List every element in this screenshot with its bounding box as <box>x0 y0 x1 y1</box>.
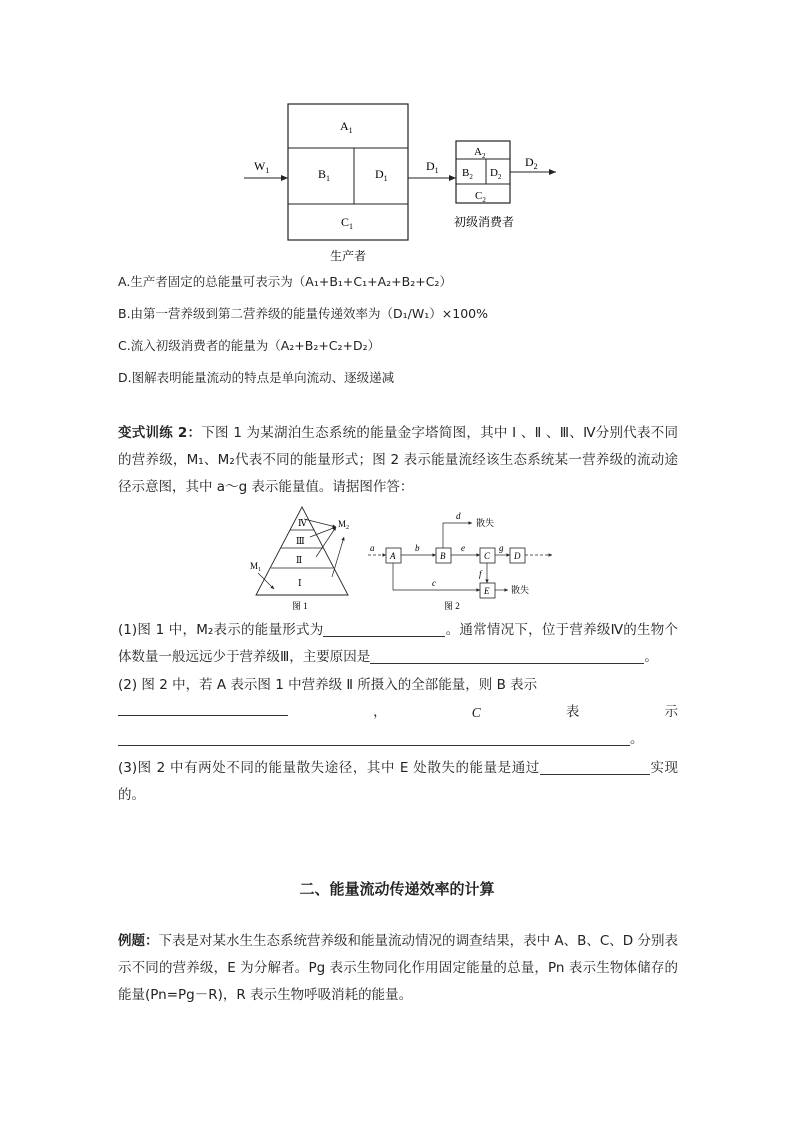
option-c: C.流入初级消费者的能量为（A₂+B₂+C₂+D₂） <box>118 338 381 353</box>
svg-text:a: a <box>370 543 375 553</box>
answer-blank-5[interactable] <box>540 758 650 775</box>
svg-text:b: b <box>415 543 420 553</box>
option-a: A.生产者固定的总能量可表示为（A₁+B₁+C₁+A₂+B₂+C₂） <box>118 274 452 289</box>
level-1: Ⅰ <box>298 578 302 588</box>
svg-text:d: d <box>456 511 461 521</box>
answer-blank-3[interactable] <box>118 699 288 716</box>
svg-text:B: B <box>440 551 446 561</box>
b2-label: $B_2$ <box>462 167 473 181</box>
svg-text:g: g <box>499 543 504 553</box>
d1-arrow-label: $D_1$ <box>426 159 439 175</box>
level-2: Ⅱ <box>296 555 303 565</box>
w1-label: $W_1$ <box>254 159 270 175</box>
question-1: (1)图 1 中，M₂表示的能量形式为 。通常情况下，位于营养级Ⅳ的生物个体数量一般远远少于营养级Ⅲ，主要原因是 。 <box>118 622 678 665</box>
answer-blank-1[interactable] <box>323 620 445 637</box>
example-label: 例题： <box>118 933 159 949</box>
svg-text:D: D <box>514 551 521 561</box>
pyramid-and-flow-diagram <box>246 505 558 615</box>
question-2: (2) 图 2 中，若 A 表示图 1 中营养级 Ⅱ 所摄入的全部能量，则 B 表示 ， C 表 示 。 <box>118 677 678 747</box>
c1-label: $C_1$ <box>341 215 354 231</box>
option-b: B.由第一营养级到第二营养级的能量传递效率为（D₁/W₁）×100% <box>118 306 488 321</box>
svg-text:E: E <box>484 586 490 596</box>
svg-text:f: f <box>479 569 482 579</box>
consumer-label: 初级消费者 <box>453 215 515 229</box>
d1-label: $D_1$ <box>375 167 388 183</box>
m2-label: $M_2$ <box>338 519 350 531</box>
energy-flow-diagram <box>238 96 568 266</box>
d2-label: $D_2$ <box>490 167 502 181</box>
answer-blank-4[interactable] <box>118 729 630 746</box>
level-4: Ⅳ <box>298 518 307 528</box>
question-2-line2: ， C 表 示 <box>118 699 678 726</box>
arrow-d <box>443 523 472 548</box>
fig1-label: 图 1 <box>292 601 308 611</box>
d2-arrow-label: $D_2$ <box>525 155 538 171</box>
answer-blank-2[interactable] <box>370 647 644 664</box>
example-text: 下表是对某水生生态系统营养级和能量流动情况的调查结果，表中 A、B、C、D 分别表示不同的营养级，E 为分解者。Pg 表示生物同化作用固定能量的总量，Pn 表示生物体储存的能量(Pn=Pg－R)，R 表示生物呼吸消耗的能量。 <box>118 933 679 1003</box>
variant-text: 下图 1 为某湖泊生态系统的能量金字塔简图，其中 Ⅰ 、Ⅱ 、Ⅲ、Ⅳ分别代表不同的营养级，M₁、M₂代表不同的能量形式；图 2 表示能量流经该生态系统某一营养级的流动途径示意图，其中 a～g 表示能量值。请据图作答： <box>118 425 679 495</box>
section-title: 二、能量流动传递效率的计算 <box>299 880 495 898</box>
svg-text:C: C <box>484 551 491 561</box>
svg-text:A: A <box>390 551 396 561</box>
question-3: (3)图 2 中有两处不同的能量散失途径，其中 E 处散失的能量是通过 实现的。 <box>118 760 679 803</box>
c2-label: $C_2$ <box>475 190 486 204</box>
m1-label: $M_1$ <box>250 561 262 573</box>
loss-2: 散失 <box>511 585 530 595</box>
option-d: D.图解表明能量流动的特点是单向流动、逐级递减 <box>118 370 395 385</box>
variant-paragraph <box>118 420 678 501</box>
level-3: Ⅲ <box>296 536 305 546</box>
loss-1: 散失 <box>476 518 495 528</box>
svg-text:c: c <box>432 578 436 588</box>
a1-label: $A_1$ <box>340 119 353 135</box>
producer-label: 生产者 <box>329 249 367 263</box>
fig2-label: 图 2 <box>444 601 460 611</box>
svg-text:e: e <box>461 543 465 553</box>
b1-label: $B_1$ <box>318 167 331 183</box>
arrow-c <box>393 563 480 590</box>
a2-label: $A_2$ <box>474 146 486 160</box>
example-paragraph <box>118 928 678 1009</box>
variant-label: 变式训练 2： <box>118 425 202 441</box>
